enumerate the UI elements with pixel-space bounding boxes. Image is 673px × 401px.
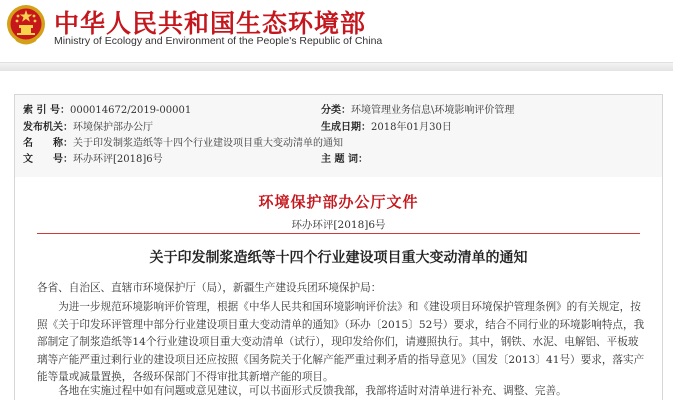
- meta-issuer-value: 环境保护部办公厅: [73, 122, 153, 133]
- meta-name-value: 关于印发制浆造纸等十四个行业建设项目重大变动清单的通知: [73, 138, 343, 149]
- meta-index-value: 000014672/2019-00001: [69, 105, 192, 116]
- meta-category-label: 分类：: [321, 105, 351, 116]
- meta-name-label: 名 称：: [23, 138, 73, 149]
- meta-name-row: [23, 136, 343, 152]
- meta-date-value: 2018年01月30日: [371, 122, 452, 133]
- red-divider: [37, 233, 640, 234]
- meta-index-label: 索 引 号：: [23, 105, 70, 116]
- meta-issuer-row: [23, 120, 153, 136]
- document-paragraph-1: 为进一步规范环境影响评价管理，根据《中华人民共和国环境影响评价法》和《建设项目环境保护管理条例》的有关规定，按照《关于印发环评管理中部分行业建设项目重大变动清单的通知》（环办〔2015〕52号）要求，结合不同行业的环境影响特点，我部制定了制浆造纸等14个行业建设项目重大变动清单（试行），现印发给你们，请遵照执行。其中，钢铁、水泥、电解铝、平板玻璃等产能严重过剩行业的建设项目还应按照《国务院关于化解产能严重过剩矛盾的指导意见》（国发〔2013〕41号）要求，落实产能等量或减量置换，各级环保部门不得审批其新增产能的项目。: [37, 301, 645, 383]
- document-title: 关于印发制浆造纸等十四个行业建设项目重大变动清单的通知: [149, 250, 528, 266]
- national-emblem-icon[interactable]: [6, 4, 46, 46]
- meta-keywords-label: 主 题 词：: [321, 154, 368, 165]
- meta-date-label: 生成日期：: [321, 122, 371, 133]
- meta-keywords-row: [321, 152, 368, 168]
- site-header: [0, 0, 673, 80]
- meta-category-value: 环境管理业务信息\环境影响评价管理: [351, 105, 515, 116]
- site-title[interactable]: 中华人民共和国生态环境部: [54, 9, 367, 38]
- meta-docno-row: [23, 152, 163, 168]
- document-number: 环办环评[2018]6号: [291, 219, 386, 231]
- meta-category-row: [321, 103, 514, 119]
- document-issuer-heading: 环境保护部办公厅文件: [258, 193, 419, 211]
- meta-date-row: [321, 120, 452, 136]
- meta-docno-value: 环办环评[2018]6号: [73, 154, 163, 165]
- meta-issuer-label: 发布机关：: [23, 122, 73, 133]
- document-body: [14, 177, 663, 400]
- site-subtitle: Ministry of Ecology and Environment of the People's Republic of China: [54, 35, 383, 47]
- header-divider: [0, 62, 673, 71]
- meta-index-row: [23, 103, 191, 119]
- document-salutation: 各省、自治区、直辖市环境保护厅（局），新疆生产建设兵团环境保护局：: [37, 282, 382, 294]
- document-paragraph-2: 各地在实施过程中如有问题或意见建议，可以书面形式反馈我部，我部将适时对清单进行补充、调整、完善。: [58, 385, 567, 397]
- meta-docno-label: 文 号：: [23, 154, 73, 165]
- document-metadata-table: [14, 94, 663, 178]
